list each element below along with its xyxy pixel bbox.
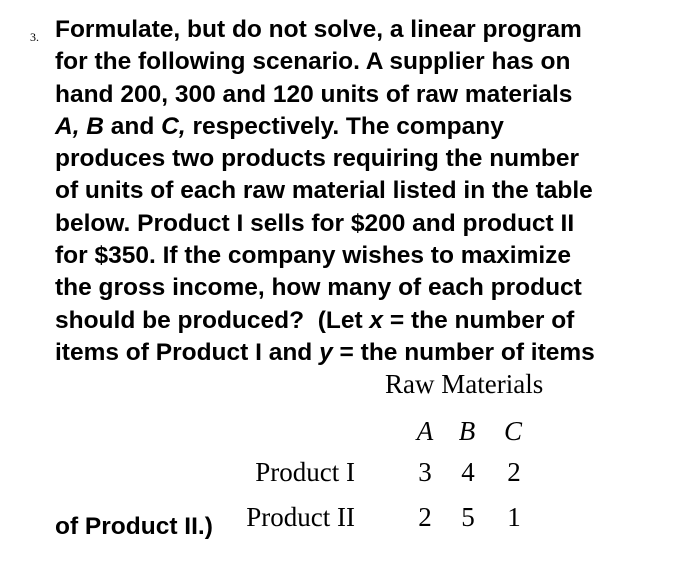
variable-x: x xyxy=(369,306,384,334)
question-number: 3. xyxy=(30,30,39,44)
question-line xyxy=(55,272,695,304)
question-line xyxy=(55,79,695,111)
text-run: should be produced? (Let xyxy=(55,306,370,334)
text-run: = the number of xyxy=(383,306,575,334)
table-cell: 1 xyxy=(507,502,521,532)
text-run: for the following scenario. A supplier has on xyxy=(55,48,571,76)
question-line xyxy=(55,111,695,143)
text-run: items of Product I and xyxy=(55,338,320,366)
table-title: Raw Materials xyxy=(385,369,544,399)
question-line xyxy=(55,14,695,46)
question-line xyxy=(55,337,695,369)
question-line xyxy=(55,240,695,272)
question-line xyxy=(55,46,695,78)
question-line xyxy=(55,175,695,207)
table-cell: 3 xyxy=(418,457,432,487)
text-run: of units of each raw material listed in the table xyxy=(55,177,593,205)
table-cell: 4 xyxy=(461,457,475,487)
question-line xyxy=(55,305,695,337)
variable-y: y xyxy=(319,338,333,366)
text-run: respectively. The company xyxy=(185,112,504,140)
row-label-product-1: Product I xyxy=(255,457,355,487)
text-run: Formulate, but do not solve, a linear program xyxy=(55,16,582,43)
variable-text: A, B xyxy=(55,112,104,140)
text-run: hand 200, 300 and 120 units of raw materials xyxy=(55,80,573,108)
question-text xyxy=(55,14,695,369)
column-header-c: C xyxy=(503,416,522,446)
question-tail: of Product II.) xyxy=(55,513,213,540)
text-run: and xyxy=(104,112,162,140)
text-run: for $350. If the company wishes to maximize xyxy=(55,242,572,270)
text-run: produces two products requiring the number xyxy=(55,145,580,173)
column-header-a: A xyxy=(416,416,434,446)
variable-text: C, xyxy=(161,112,186,140)
row-label-product-2: Product II xyxy=(246,502,355,532)
text-run: the gross income, how many of each product xyxy=(55,274,582,302)
question-line xyxy=(55,208,695,240)
table-cell: 2 xyxy=(418,502,432,532)
question-line xyxy=(55,143,695,175)
table-cell: 2 xyxy=(507,457,521,487)
text-run: = the number of items xyxy=(332,338,595,366)
text-run: below. Product I sells for $200 and product II xyxy=(55,209,575,237)
column-header-b: B xyxy=(458,416,476,446)
table-cell: 5 xyxy=(461,502,475,532)
